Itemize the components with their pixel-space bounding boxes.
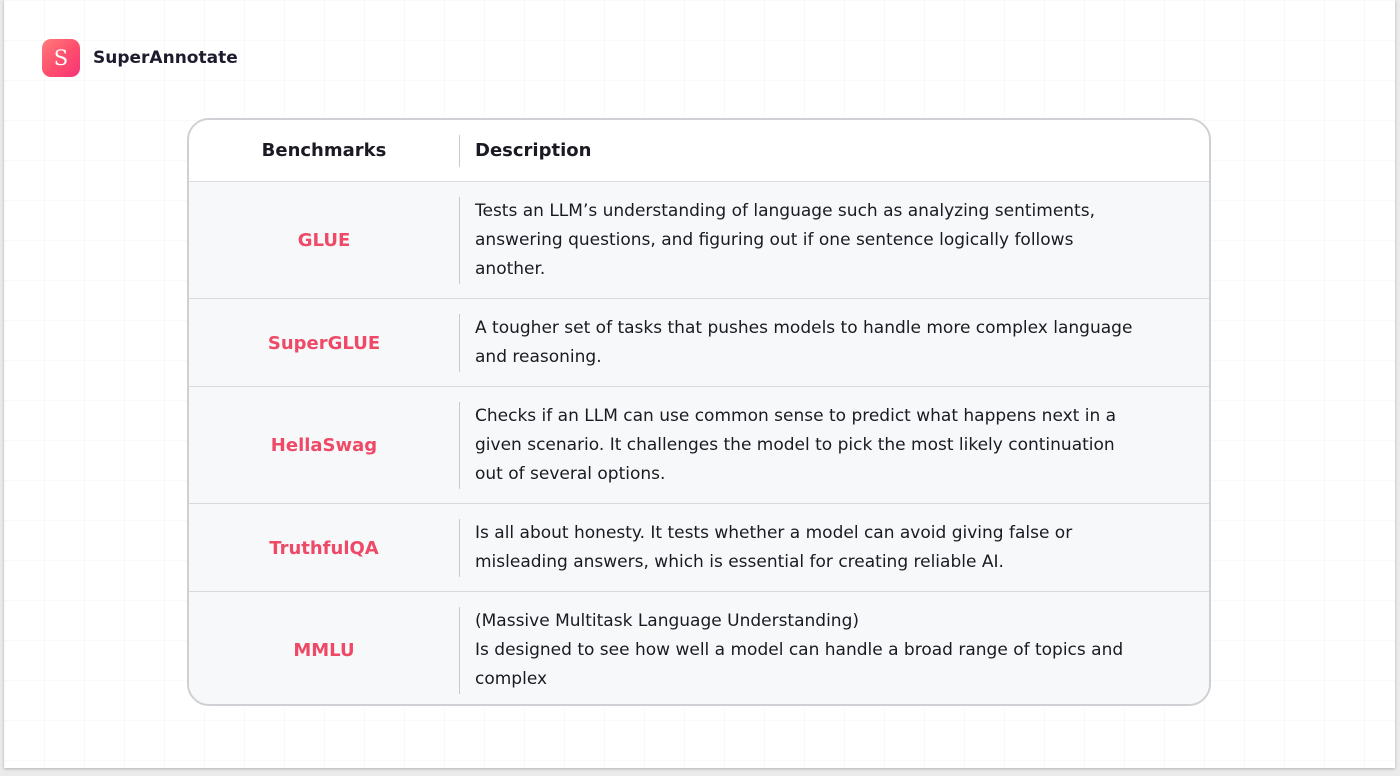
page	[4, 0, 1395, 768]
superannotate-logo-icon: S	[42, 39, 80, 77]
description-line: Is all about honesty. It tests whether a model can avoid giving false or	[475, 523, 1073, 543]
table-row-hellaswag	[189, 386, 1209, 504]
header-description: Description	[459, 135, 1209, 167]
benchmark-name: TruthfulQA	[269, 537, 379, 559]
description-line: and reasoning.	[475, 347, 602, 367]
benchmark-name: GLUE	[297, 230, 351, 251]
benchmark-description	[459, 402, 1209, 489]
benchmark-description	[459, 519, 1209, 577]
description-line: Is designed to see how well a model can handle a broad range of topics and	[475, 640, 1124, 660]
description-line: (Massive Multitask Language Understanding)	[475, 611, 860, 631]
benchmarks-table	[187, 118, 1211, 706]
table-header-row	[189, 120, 1209, 181]
description-line: complex	[475, 669, 548, 689]
table-row-truthfulqa	[189, 503, 1209, 592]
description-line: out of several options.	[475, 464, 666, 484]
description-line: answering questions, and figuring out if one sentence logically follows	[475, 230, 1074, 250]
benchmark-name: SuperGLUE	[267, 332, 381, 354]
benchmark-description	[459, 197, 1209, 284]
benchmark-description	[459, 314, 1209, 372]
header-benchmarks: Benchmarks	[261, 140, 387, 161]
description-line: Tests an LLM’s understanding of language such as analyzing sentiments,	[475, 201, 1095, 221]
table-row-superglue	[189, 298, 1209, 387]
description-line: Checks if an LLM can use common sense to predict what happens next in a	[475, 406, 1117, 426]
table-row-glue	[189, 181, 1209, 299]
table-row-mmlu	[189, 591, 1209, 706]
benchmark-description	[459, 607, 1209, 694]
description-line: A tougher set of tasks that pushes models to handle more complex language	[475, 318, 1133, 338]
description-line: another.	[475, 259, 546, 279]
description-line: given scenario. It challenges the model to pick the most likely continuation	[475, 435, 1115, 455]
brand-name: SuperAnnotate	[93, 48, 238, 68]
benchmark-name: HellaSwag	[270, 435, 378, 456]
benchmark-name: MMLU	[293, 640, 355, 661]
brand[interactable]	[42, 38, 238, 78]
description-line: misleading answers, which is essential for creating reliable AI.	[475, 552, 1004, 572]
